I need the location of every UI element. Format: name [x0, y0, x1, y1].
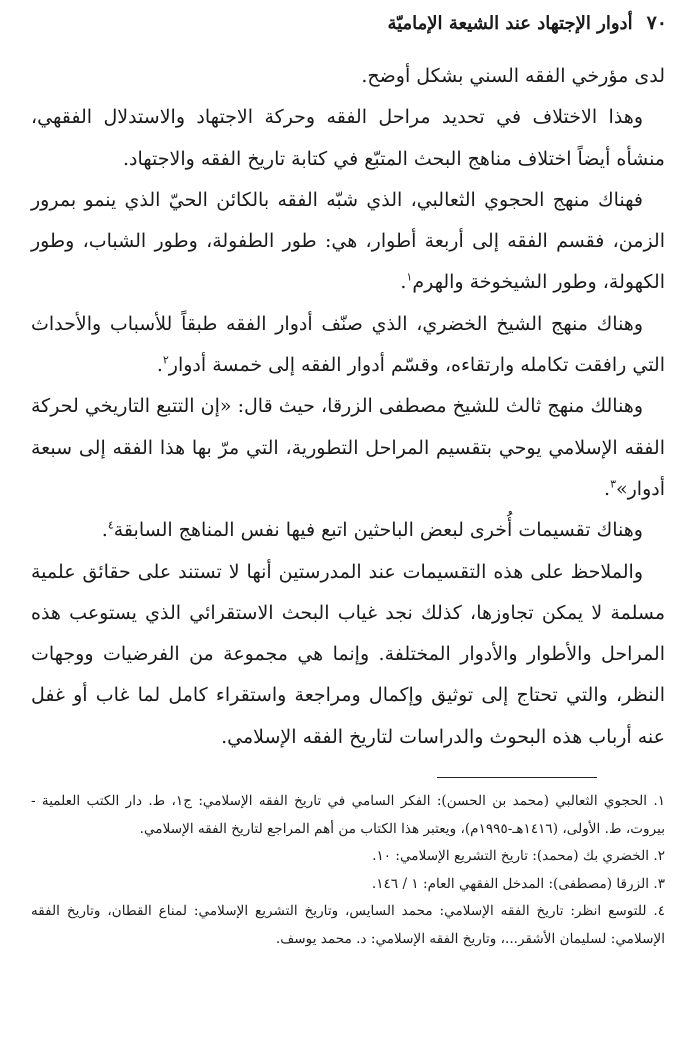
- paragraph: [31, 304, 665, 387]
- running-title: أدوار الإجتهاد عند الشيعة الإماميّة: [387, 12, 633, 34]
- paragraph-text: وهنالك منهج ثالث للشيخ مصطفى الزرقا، حيث قال: «إن التتبع التاريخي لحركة الفقه الإسلامي يوحي بتقسيم المراحل التطورية، التي مرّ بها هذا الفقه إلى سبعة أدوار»: [31, 395, 665, 500]
- end-period: .: [101, 519, 108, 542]
- paragraph: [31, 180, 665, 304]
- footnotes: [31, 788, 665, 954]
- footnote: ٣. الزرقا (مصطفى): المدخل الفقهي العام: ١ / ١٤٦.: [371, 875, 665, 892]
- paragraph-text: وهناك منهج الشيخ الخضري، الذي صنّف أدوار الفقه طبقاً للأسباب والأحداث التي رافقت تكامله وارتقاءه، وقسّم أدوار الفقه إلى خمسة أدوار: [31, 312, 665, 377]
- page-number: ٧٠: [646, 12, 667, 34]
- end-period: .: [400, 271, 407, 294]
- footnote-divider: [437, 777, 597, 778]
- footnote: ١. الحجوي الثعالبي (محمد بن الحسن): الفكر السامي في تاريخ الفقه الإسلامي: ج١، ط. دار الكتب العلمية - بيروت، ط. الأولى، (١٤١٦هـ-١٩٩٥م)، ويعتبر هذا الكتاب من أهم المراجع لتاريخ الفقه الإسلامي.: [31, 793, 665, 837]
- paragraph-text: فهناك منهج الحجوي الثعالبي، الذي شبّه الفقه بالكائن الحيّ الذي ينمو بمرور الزمن، فقسم الفقه إلى أربعة أطوار، هي: طور الطفولة، وطور الشباب، وطور الكهولة، وطور الشيخوخة والهرم: [31, 188, 665, 294]
- end-period: .: [604, 477, 611, 500]
- paragraph: [31, 510, 665, 551]
- footnote-marker: ٤: [107, 518, 114, 532]
- footnote-marker: ١: [406, 271, 413, 285]
- end-period: .: [156, 354, 163, 377]
- paragraph: والملاحظ على هذه التقسيمات عند المدرستين أنها لا تستند على حقائق علمية مسلمة لا يمكن تجاوزها، كذلك نجد غياب البحث الاستقرائي الذي يستوعب هذه المراحل والأطوار والأدوار المختلفة. وإنما هي مجموعة من الفرضيات ووجهات النظر، والتي تحتاج إلى توثيق وإكمال ومراجعة واستقراء كامل لما غاب أو غفل عنه أرباب هذه البحوث والدراسات لتاريخ الفقه الإسلامي.: [31, 560, 665, 748]
- footnote: ٢. الخضري بك (محمد): تاريخ التشريع الإسلامي: ١٠.: [372, 848, 665, 865]
- paragraph: وهذا الاختلاف في تحديد مراحل الفقه وحركة الاجتهاد والاستدلال الفقهي، منشأه أيضاً اختلاف مناهج البحث المتبّع في كتابة تاريخ الفقه والاجتهاد.: [31, 106, 665, 170]
- footnote: ٤. للتوسع انظر: تاريخ الفقه الإسلامي: محمد السايس، وتاريخ التشريع الإسلامي: لمناع القطان، وتاريخ الفقه الإسلامي: لسليمان الأشقر...، وتاريخ الفقه الإسلامي: د. محمد يوسف.: [31, 903, 665, 947]
- main-text: [31, 56, 665, 758]
- paragraph: لدى مؤرخي الفقه السني بشكل أوضح.: [361, 65, 665, 87]
- footnote-marker: ٣: [610, 477, 616, 491]
- page-header: [27, 6, 667, 40]
- paragraph-text: وهناك تقسيمات أُخرى لبعض الباحثين اتبع فيها نفس المناهج السابقة: [113, 519, 643, 542]
- paragraph: [31, 386, 665, 510]
- footnote-marker: ٢: [162, 353, 169, 367]
